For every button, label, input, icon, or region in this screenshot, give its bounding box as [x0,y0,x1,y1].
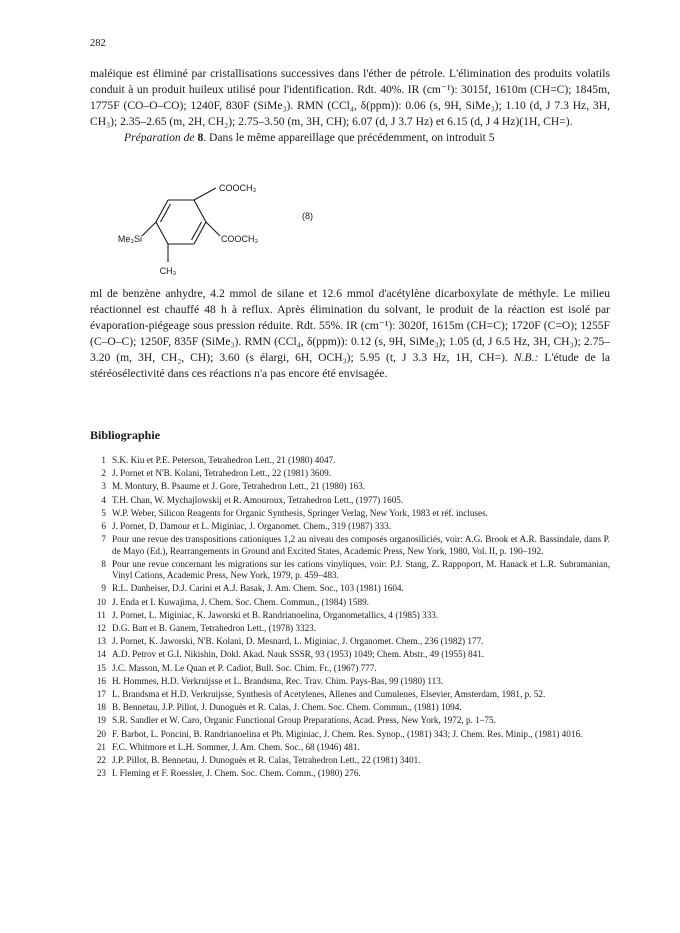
double-bond-left [161,204,171,222]
reference-item [90,468,610,479]
reference-number: 6 [101,521,106,532]
reference-number: 10 [96,596,106,607]
reference-item [90,755,610,766]
reference-item [90,481,610,492]
reference-text: J. Pornet, L. Miginiac, K. Jaworski et B. Randrianoelina, Organometallics, 4 (1985) 333. [112,609,439,620]
reference-text: A.D. Petrov et G.I. Nikishin, Dokl. Akad. Nauk SSSR, 93 (1953) 1049; Chem. Abstr., 49 (1955) 841. [112,649,485,660]
reference-item [90,495,610,506]
body-text-top [90,66,610,146]
reference-text: J. Pornet et N'B. Kolani, Tetrahedron Lett., 22 (1981) 3609. [112,468,332,479]
reference-number: 3 [101,481,106,492]
reference-text: J.P. Pillot, B. Bennetau, J. Dunoguès et R. Calas, Tetrahedron Lett., 22 (1981) 3401. [112,755,421,766]
ring-bond-upper-right [194,200,206,222]
reference-number: 23 [96,768,106,779]
reference-item [90,610,610,621]
reference-item [90,636,610,647]
reference-text: J.C. Masson, M. Le Quan et P. Cadiot, Bull. Soc. Chim. Fr., (1967) 777. [112,662,377,673]
reference-number: 16 [96,675,106,686]
reference-number: 20 [96,728,106,739]
reference-item [90,455,610,466]
paragraph-1: maléique est éliminé par cristallisations successives dans l'éther de pétrole. L'élimination des produits volatils conduit à un produit huileux utilisé pour l'identification. Rdt. 40%. IR (cm⁻¹): 3015f, 1610m (CH=C); 1845m, 1775F (CO–O–CO); 1240F, 830F (SiMe₃). RMN (CCl₄, δ(ppm)): 0.06 (s, 9H, SiMe₃); 1.10 (d, J 7.3 Hz, 3H, CH₃); 2.35–2.65 (m, 2H, CH₂); 2.75–3.50 (m, 3H, CH); 6.07 (d, J 3.7 Hz) et 6.15 (d, J 4 Hz)(1H, CH=). [90,67,610,128]
reference-text: J. Pornet, D. Damour et L. Miginiac, J. Organomet. Chem., 319 (1987) 333. [112,521,391,532]
reference-text: J. Pornet, K. Jaworski, N'B. Kolani, D. Mesnard, L. Miginiac, J. Organomet. Chem., 236 (1982) 177. [112,636,484,647]
reference-item [90,521,610,532]
reference-text: Pour une revue concernant les migrations sur les cations vinyliques, voir: P.J. Stang, Z. Rappoport, M. Hanack et L.R. Subramanian, Vinyl Cations, Academic Press, New York, 1979, p. 459–483. [112,558,610,581]
reference-item [90,534,610,557]
body-text-bottom [90,286,610,382]
page-number: 282 [90,38,106,49]
reference-item [90,559,610,582]
reference-number: 1 [101,455,106,465]
reference-text: F. Barbot, L. Poncini, B. Randrianoelina et Ph. Miginiac, J. Chem. Res. Synop., (1981) 343; J. Chem. Res. Minip., (1981) 4016. [112,728,583,739]
reference-number: 2 [101,468,106,479]
reference-text: D.G. Batt et B. Ganem, Tetrahedron Lett., (1978) 3323. [112,623,317,634]
paragraph-3-text: ml de benzène anhydre, 4.2 mmol de silane et 12.6 mmol d'acétylène dicarboxylate de méthyle. Le milieu réactionnel est chauffé 48 h à reflux. Après élimination du solvant, le produit de la réaction est isolé par évaporation-piégeage sous pression réduite. Rdt. 55%. IR (cm⁻¹): 3020f, 1615m (CH=C); 1720F (C=O); 1255F (C–O–C); 1250F, 835F (SiMe₃). RMN (CCl₄, δ(ppm)): 0.12 (s, 9H, SiMe₃); 1.05 (d, J 6.5 Hz, 3H, CH₃); 2.75–3.20 (m, 3H, CH₂, CH); 3.60 (s élargi, 6H, OCH₃); 5.95 (t, J 3.3 Hz, 1H, CH=). [90,287,610,364]
reference-number: 12 [96,623,106,634]
reference-text: I. Fleming et F. Roessler, J. Chem. Soc. Chem. Comm., (1980) 276. [112,768,361,779]
reference-text: J. Enda et I. Kuwajima, J. Chem. Soc. Chem. Commun., (1984) 1589. [112,596,369,607]
paragraph-2-text: . Dans le même appareillage que précédemment, on introduit 5 [203,131,495,144]
reference-text: S.K. Kiu et P.E. Peterson, Tetrahedron Lett., 21 (1980) 4047. [112,455,336,465]
reference-number: 9 [101,583,106,594]
silyl-group: Me₃Si [117,234,142,244]
reference-number: 8 [101,558,106,569]
preparation-label: Préparation de [124,131,195,144]
double-bond-right [192,222,202,240]
reference-number: 22 [96,755,106,766]
chemical-structure-8 [90,178,390,278]
ester-group-top: COOCH₃ [219,183,257,193]
ring-bond-lower-left [156,222,168,244]
bond-to-ester-mid [206,222,220,236]
paragraph-2 [90,130,610,146]
bibliography-heading: Bibliographie [90,428,161,442]
reference-number: 11 [97,609,106,620]
reference-text: L. Brandsma et H.D. Verkruijsse, Synthesis of Acetylenes, Allenes and Cumulenes, Elsevier, Amsterdam, 1981, p. 52. [112,689,546,700]
reference-item [90,623,610,634]
methyl-group: CH₃ [159,266,177,276]
reference-text: S.R. Sandler et W. Caro, Organic Functional Group Preparations, Acad. Press, New York, 1972, p. 1–75. [112,715,496,726]
reference-item [90,583,610,594]
reference-number: 4 [101,494,106,505]
reference-text: W.P. Weber, Silicon Reagents for Organic Synthesis, Springer Verlag, New York, 1983 et réf. incluses. [112,507,488,518]
paragraph-3 [90,286,610,382]
reference-text: Pour une revue des transpositions cationiques 1,2 au niveau des composés organosiliciés, voir: A.G. Brook et A.R. Bassindale, dans P. de Mayo (Ed.), Rearrangements in Ground and Excited States, Academic Press, New York, 1980, Vol. II, p. 190–192. [112,534,610,556]
reference-text: R.L. Danheiser, D.J. Carini et A.J. Basak, J. Am. Chem. Soc., 103 (1981) 1604. [112,583,404,594]
bond-to-ester-top [194,188,216,200]
reference-text: H. Hommes, H.D. Verkruijsse et L. Brandsma, Rec. Trav. Chim. Pays-Bas, 99 (1980) 113. [112,675,444,686]
nb-label: N.B.: [513,351,539,364]
reference-text: T.H. Chan, W. Mychajlowskij et R. Amouroux, Tetrahedron Lett., (1977) 1605. [112,494,404,505]
reference-item [90,768,610,779]
reference-number: 13 [96,636,106,647]
reference-text: F.C. Whitmore et L.H. Sommer, J. Am. Chem. Soc., 68 (1946) 481. [112,741,360,752]
reference-number: 21 [96,741,106,752]
reference-text: B. Bennetau, J.P. Pillot, J. Dunoguès et R. Calas, J. Chem. Soc. Chem. Commun., (1981) 1094. [112,702,462,713]
reference-item [90,508,610,519]
nb-text: L'étude de la stéréosélectivité dans ces réactions n'a pas encore été envisagée. [90,351,610,380]
reference-number: 14 [96,649,106,660]
reference-text: M. Montury, B. Psaume et J. Gore, Tetrahedron Lett., 21 (1980) 163. [112,481,365,492]
reference-number: 18 [96,702,106,713]
bond-to-silyl [142,222,156,236]
reference-item [90,715,610,726]
compound-label: (8) [302,211,313,221]
reference-list [90,455,610,781]
reference-item [90,729,610,740]
reference-number: 5 [101,507,106,518]
reference-item [90,676,610,687]
reference-item [90,597,610,608]
reference-item [90,689,610,700]
reference-number: 15 [96,662,106,673]
ester-group-mid: COOCH₃ [221,234,259,244]
reference-number: 19 [96,715,106,726]
reference-item [90,663,610,674]
compound-number: 8 [197,131,204,144]
reference-item [90,702,610,713]
reference-item [90,742,610,753]
reference-number: 17 [96,689,106,700]
reference-number: 7 [101,534,106,545]
reference-item [90,649,610,660]
